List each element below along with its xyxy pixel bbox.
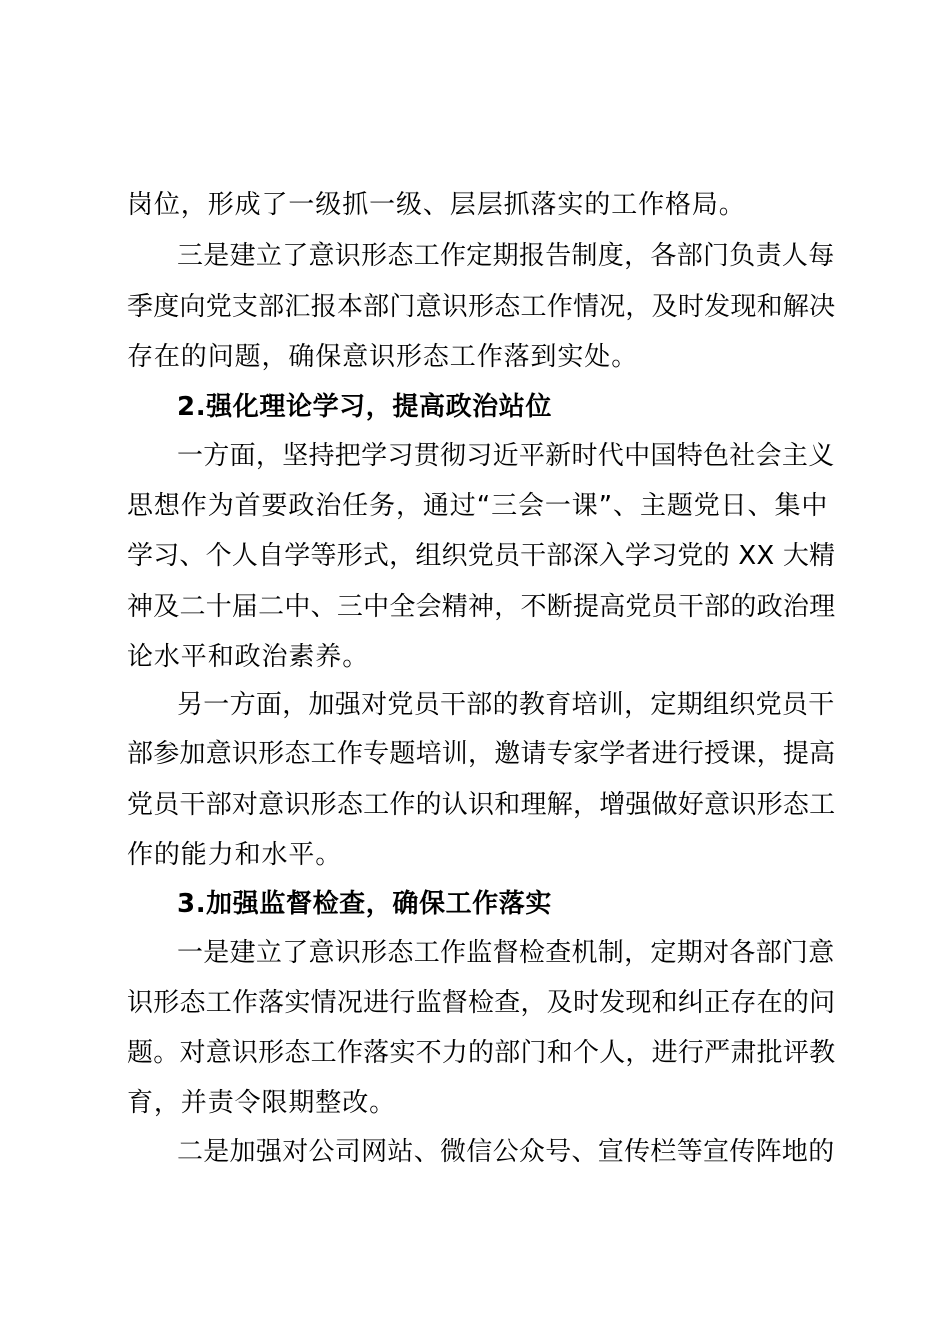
paragraph-line: 思想作为首要政治任务，通过“三会一课”、主题党日、集中 — [127, 491, 829, 521]
section-heading: 2.强化理论学习，提高政治站位 — [177, 392, 552, 422]
paragraph-line: 学习、个人自学等形式，组织党员干部深入学习党的 XX 大精 — [127, 541, 836, 571]
paragraph-line: 识形态工作落实情况进行监督检查，及时发现和纠正存在的问 — [127, 988, 836, 1018]
paragraph-line: 季度向党支部汇报本部门意识形态工作情况，及时发现和解决 — [127, 292, 836, 322]
paragraph-line: 存在的问题，确保意识形态工作落到实处。 — [127, 342, 639, 372]
section-heading: 3.加强监督检查，确保工作落实 — [177, 889, 552, 919]
paragraph-line: 部参加意识形态工作专题培训，邀请专家学者进行授课，提高 — [127, 739, 836, 769]
paragraph-line: 论水平和政治素养。 — [127, 642, 370, 672]
paragraph-line: 一是建立了意识形态工作监督检查机制，定期对各部门意 — [177, 938, 835, 968]
paragraph-line: 三是建立了意识形态工作定期报告制度，各部门负责人每 — [177, 241, 835, 271]
paragraph-line: 岗位，形成了一级抓一级、层层抓落实的工作格局。 — [127, 190, 746, 220]
paragraph-line: 作的能力和水平。 — [127, 840, 343, 870]
paragraph-line: 育，并责令限期整改。 — [127, 1088, 397, 1118]
paragraph-line: 党员干部对意识形态工作的认识和理解，增强做好意识形态工 — [127, 790, 836, 820]
paragraph-line: 一方面，坚持把学习贯彻习近平新时代中国特色社会主义 — [177, 441, 835, 471]
paragraph-line: 二是加强对公司网站、微信公众号、宣传栏等宣传阵地的 — [177, 1137, 835, 1167]
paragraph-line: 题。对意识形态工作落实不力的部门和个人，进行严肃批评教 — [127, 1038, 836, 1068]
paragraph-line: 神及二十届二中、三中全会精神，不断提高党员干部的政治理 — [127, 592, 836, 622]
paragraph-line: 另一方面，加强对党员干部的教育培训，定期组织党员干 — [177, 690, 835, 720]
